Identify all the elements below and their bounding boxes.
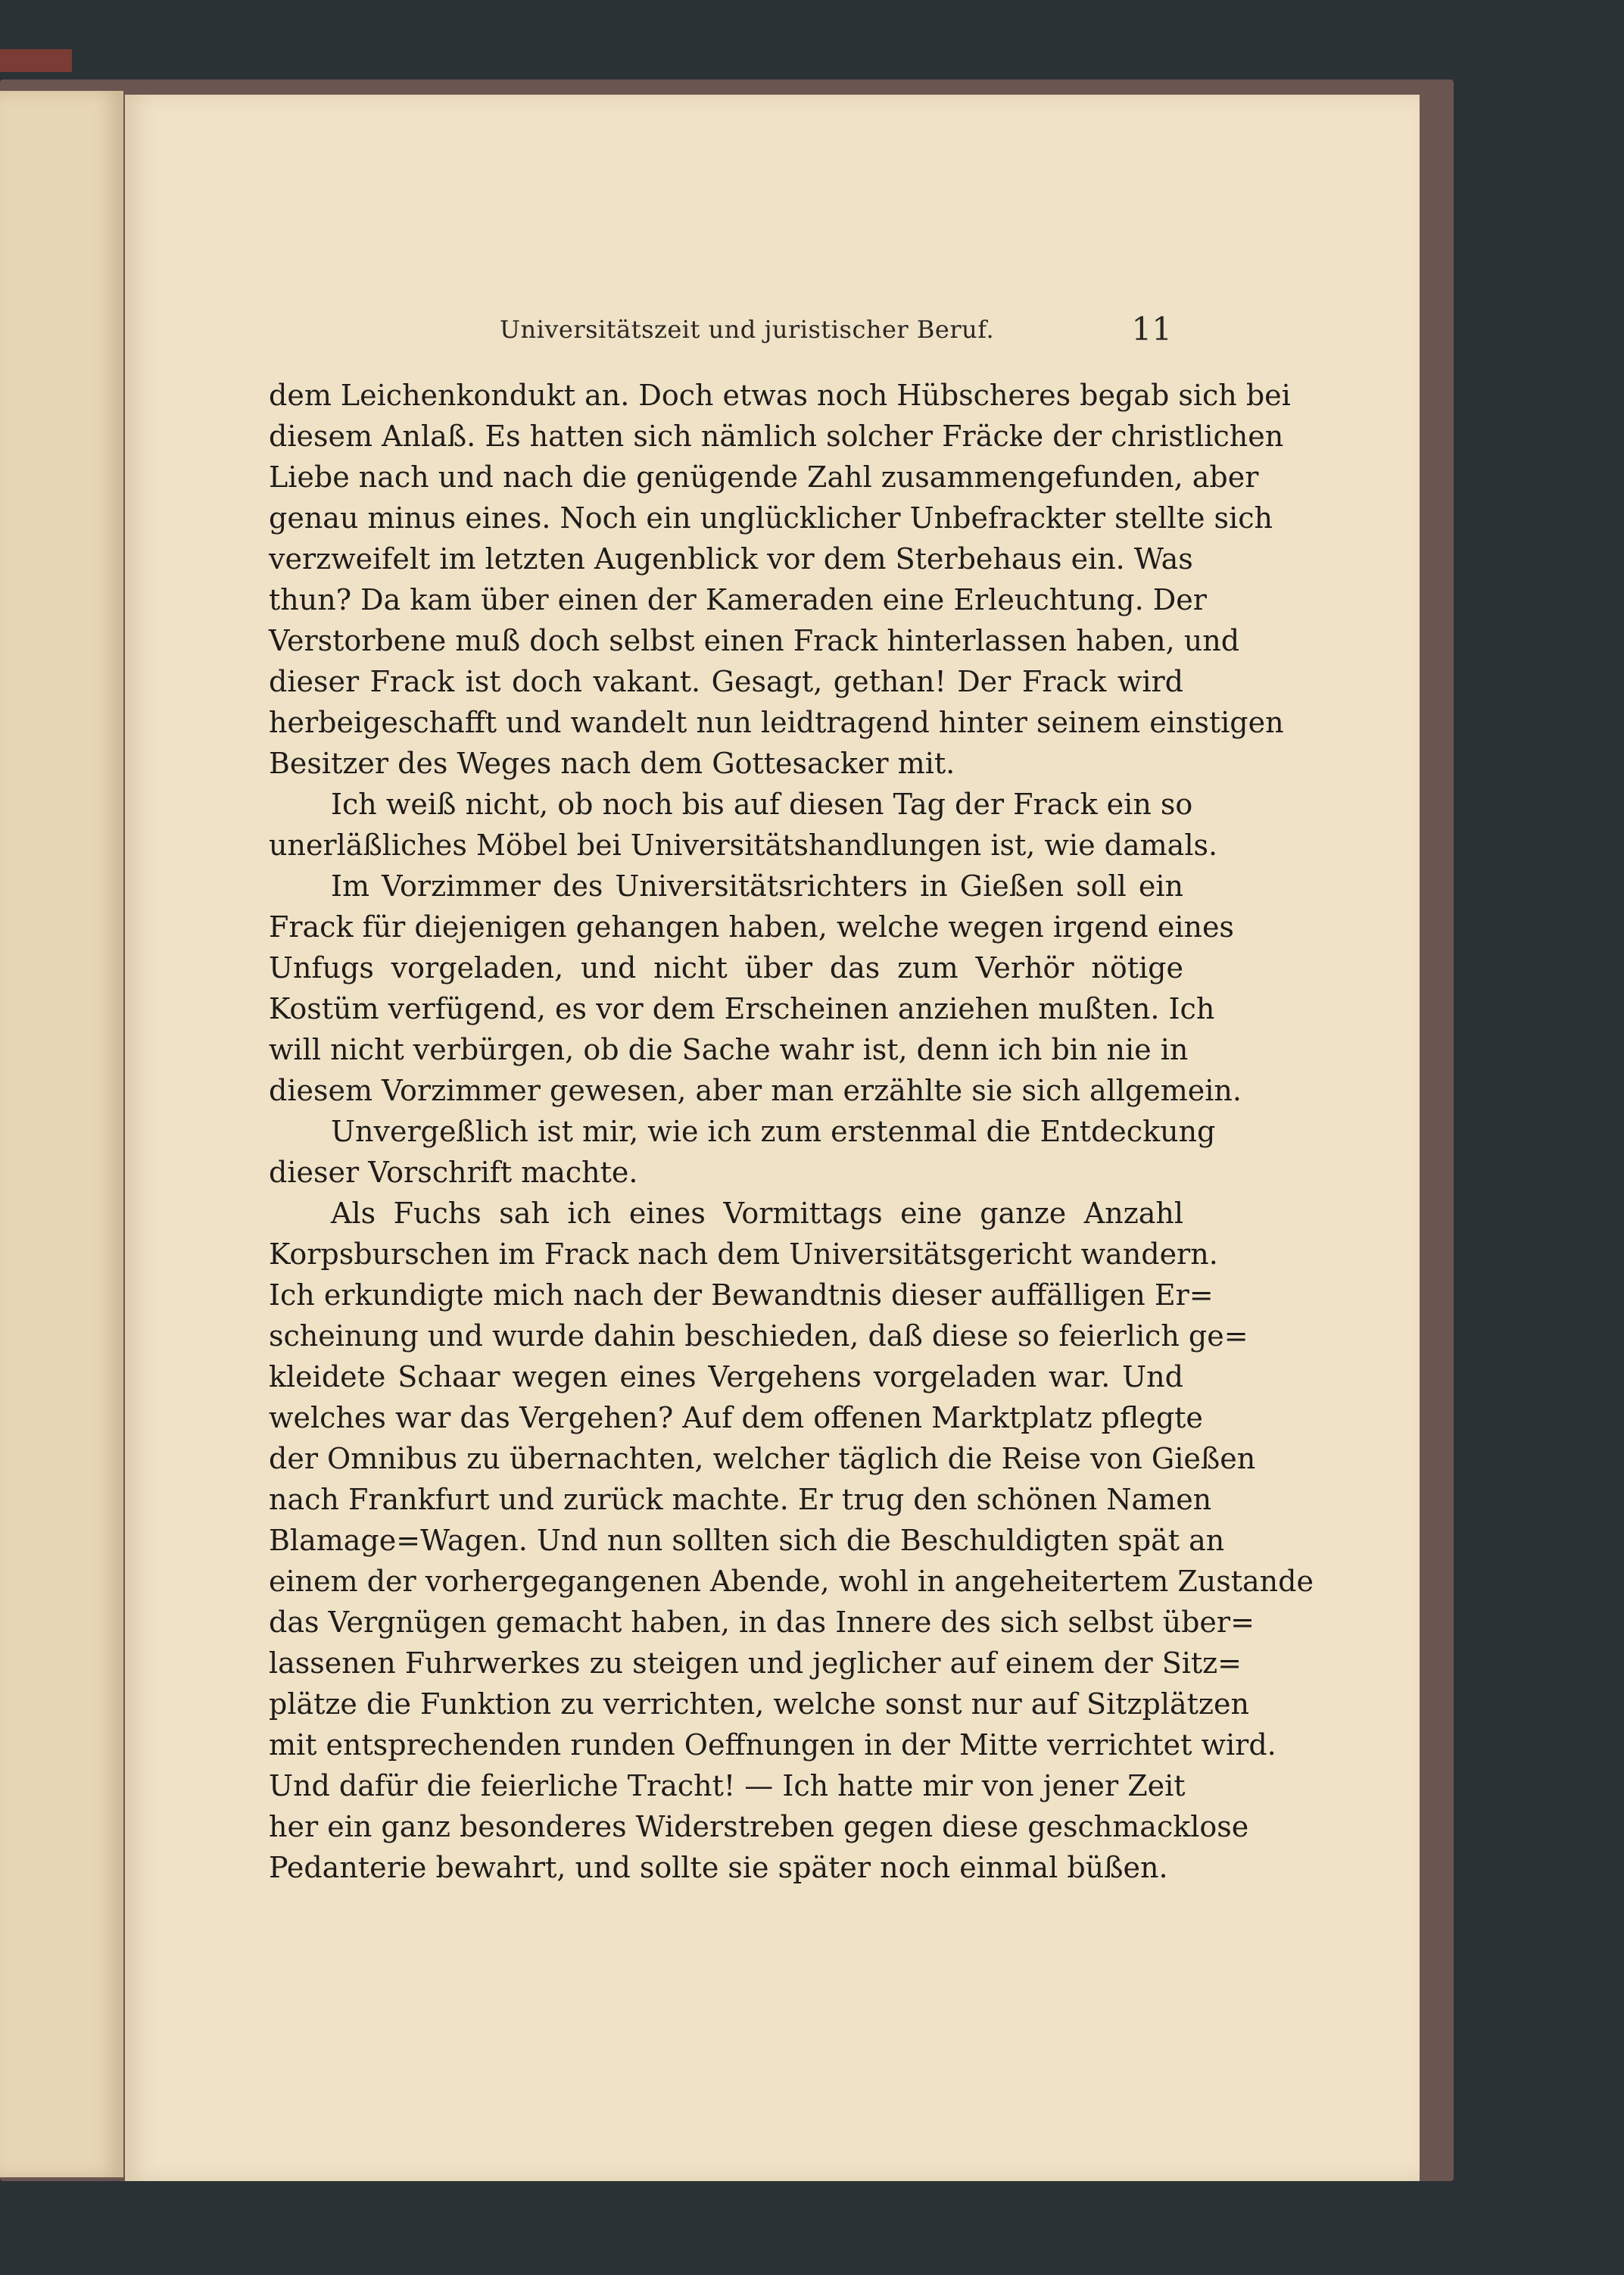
text-line: diesem Anlaß. Es hatten sich nämlich solcher Fräcke der christlichen [269,420,1284,453]
page-header [371,311,1181,354]
text-line: genau minus eines. Noch ein unglücklicher Unbefrackter stellte sich [269,501,1273,535]
text-line: will nicht verbürgen, ob die Sache wahr ist, denn ich bin nie in [269,1033,1189,1066]
text-line: Unfugs vorgeladen, und nicht über das zum Verhör nötige [269,951,1183,985]
text-line: her ein ganz besonderes Widerstreben gegen diese geschmacklose [269,1810,1249,1843]
body-text [269,375,1314,1888]
text-line: einem der vorhergegangenen Abende, wohl in angeheitertem Zustande [269,1565,1314,1598]
text-line: das Vergnügen gemacht haben, in das Innere des sich selbst über= [269,1606,1255,1639]
text-line: dieser Vorschrift machte. [269,1156,638,1189]
left-page [0,91,123,2177]
page-number: 11 [1131,311,1172,348]
text-line: nach Frankfurt und zurück machte. Er trug den schönen Namen [269,1483,1212,1516]
text-line: Als Fuchs sah ich eines Vormittags eine ganze Anzahl [331,1197,1183,1230]
text-line: Frack für diejenigen gehangen haben, welche wegen irgend eines [269,910,1234,944]
text-line: Ich weiß nicht, ob noch bis auf diesen Tag der Frack ein so [331,788,1193,821]
text-line: lassenen Fuhrwerkes zu steigen und jeglicher auf einem der Sitz= [269,1646,1242,1680]
text-line: Kostüm verfügend, es vor dem Erscheinen anziehen mußten. Ich [269,992,1215,1025]
text-line: welches war das Vergehen? Auf dem offenen Marktplatz pflegte [269,1401,1203,1434]
text-line: plätze die Funktion zu verrichten, welche sonst nur auf Sitzplätzen [269,1687,1249,1721]
text-line: thun? Da kam über einen der Kameraden eine Erleuchtung. Der [269,583,1207,616]
running-title: Universitätszeit und juristischer Beruf. [500,315,995,344]
text-line: Blamage=Wagen. Und nun sollten sich die Beschuldigten spät an [269,1524,1225,1557]
text-line: verzweifelt im letzten Augenblick vor dem Sterbehaus ein. Was [269,542,1193,576]
text-line: Pedanterie bewahrt, und sollte sie später noch einmal büßen. [269,1851,1168,1884]
text-line: Unvergeßlich ist mir, wie ich zum erstenmal die Entdeckung [331,1115,1216,1148]
text-line: kleidete Schaar wegen eines Vergehens vorgeladen war. Und [269,1360,1183,1393]
text-line: diesem Vorzimmer gewesen, aber man erzählte sie sich allgemein. [269,1074,1242,1107]
text-line: Liebe nach und nach die genügende Zahl zusammengefunden, aber [269,460,1259,494]
text-line: herbeigeschafft und wandelt nun leidtragend hinter seinem einstigen [269,706,1284,739]
text-line: mit entsprechenden runden Oeffnungen in der Mitte verrichtet wird. [269,1728,1276,1762]
left-cover-edge [0,49,72,72]
text-line: Korpsburschen im Frack nach dem Universitätsgericht wandern. [269,1237,1218,1271]
text-line: Ich erkundigte mich nach der Bewandtnis dieser auffälligen Er= [269,1278,1214,1312]
text-line: Besitzer des Weges nach dem Gottesacker mit. [269,747,955,780]
text-line: der Omnibus zu übernachten, welcher täglich die Reise von Gießen [269,1442,1256,1475]
text-line: Und dafür die feierliche Tracht! — Ich hatte mir von jener Zeit [269,1769,1186,1802]
text-line: Im Vorzimmer des Universitätsrichters in Gießen soll ein [331,869,1183,903]
text-line: dieser Frack ist doch vakant. Gesagt, gethan! Der Frack wird [269,665,1183,698]
text-line: scheinung und wurde dahin beschieden, daß diese so feierlich ge= [269,1319,1248,1353]
text-line: dem Leichenkondukt an. Doch etwas noch Hübscheres begab sich bei [269,379,1291,412]
text-line: unerläßliches Möbel bei Universitätshandlungen ist, wie damals. [269,829,1218,862]
text-line: Verstorbene muß doch selbst einen Frack hinterlassen haben, und [269,624,1240,657]
